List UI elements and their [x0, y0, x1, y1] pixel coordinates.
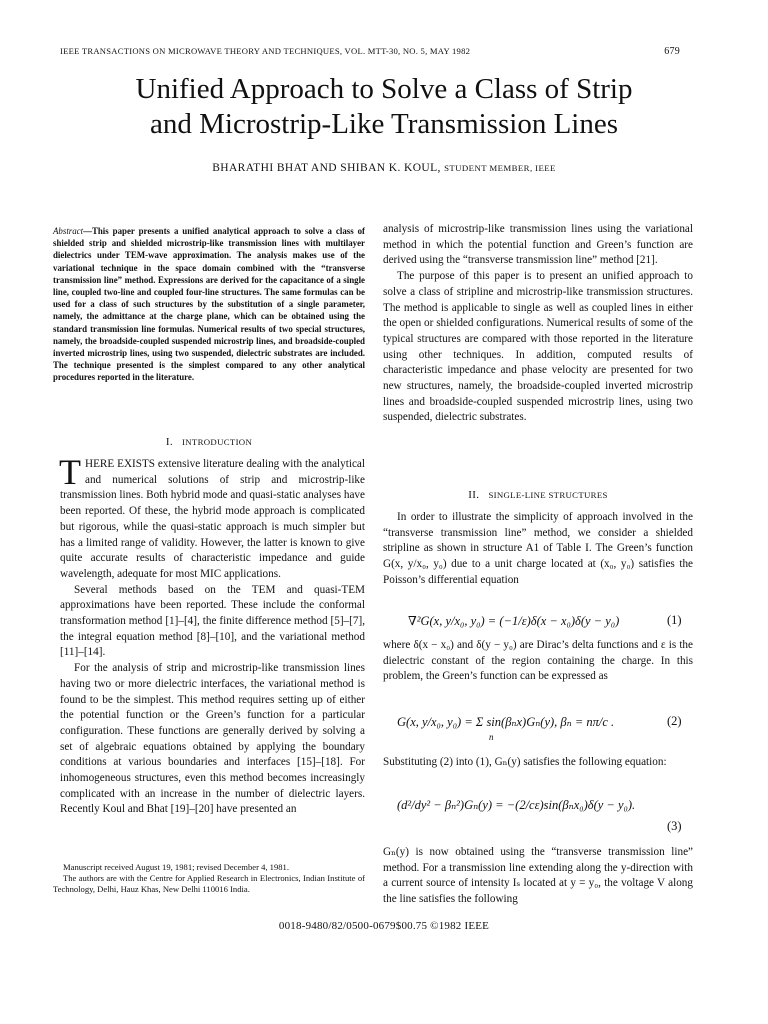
- equation-1-number: (1): [667, 613, 682, 627]
- copyright-line: 0018-9480/82/0500-0679$00.75 ©1982 IEEE: [278, 920, 490, 932]
- intro-paragraph-3: For the analysis of strip and microstrip-like transmission lines having two or more dielectric interfaces, the variational method is found to be the simplest. This method requires setting up of either the potential function or the Green’s function for a particular configuration. These functions are generally derived by solving a set of algebraic equations obtained by applying the boundary conditions at various boundaries and interfaces [15]–[18]. For inhomogeneous structures, even this method becomes increasingly complicated with an increase in the number of dielectric layers. Recently Koul and Bhat [19]–[20] have presented an: [60, 662, 365, 816]
- section-2-paragraph-4: Gₙ(y) is now obtained using the “transverse transmission line” method. For a transmission line extending along the y-direction with a current source of intensity Iₛ located at y = y₀, the voltage V along the line satisfies the following: [383, 846, 693, 906]
- title-line-1: Unified Approach to Solve a Class of Strip: [135, 73, 633, 105]
- title-line-2: and Microstrip-Like Transmission Lines: [149, 108, 618, 140]
- equation-3: (d²/dy² − βₙ²)Gₙ(y) = −(2/cε)sin(βₙx₀)δ(y − y₀).: [397, 798, 636, 812]
- section-1-body: [59, 452, 365, 818]
- section-2-paragraph-1: In order to illustrate the simplicity of approach involved in the “transverse transmission line” method, we consider a shielded stripline as shown in structure A1 of Table I. The Green’s function G(x, y/x₀, y₀) due to a unit charge located at (x₀, y₀) satisfies the Poisson’s differential equation: [383, 511, 693, 586]
- footnote: [53, 862, 365, 894]
- section-1-number: I.: [165, 436, 173, 448]
- section-2-paragraph-3: Substituting (2) into (1), Gₙ(y) satisfies the following equation:: [383, 756, 667, 768]
- abstract-text: —This paper presents a unified analytical approach to solve a class of shielded strip and shielded microstrip-like transmission lines with multilayer dielectrics under TEM-wave approximation. The analysis makes use of the variational technique in the space domain combined with the “transverse transmission line” method. Expressions are derived for the capacitance of a single line, coupled two-line and coupled four-line structures. The same formulas can be used for a class of such structures by the substitution of a single parameter, namely, the admittance at the charge plane, which can be obtained using the standard transmission line formulas. Numerical results of two special structures, namely, the broadside-coupled suspended microstrip lines, and broadside-coupled inverted microstrip lines, using two suspended, dielectric substrates are included. The technique presented is the simplest compared to any other analytical procedures reported in the literature.: [53, 226, 365, 383]
- right-column-intro: [383, 222, 693, 426]
- intro-paragraph-5: The purpose of this paper is to present an unified approach to solve a class of stripline and microstrip-like transmission structures. The method is applicable to single as well as coupled lines in either the open or shielded configurations. Numerical results of some of the typical structures are compared with those reported in the literature using other techniques. In addition, computed results of characteristic impedance and phase velocity are presented for two new structures, namely, the broadside-coupled inverted microstrip lines and broadside-coupled suspended microstrip lines, using two suspended, dielectric substrates.: [383, 270, 693, 424]
- section-2-number: II.: [468, 489, 480, 501]
- section-2-label: SINGLE-LINE STRUCTURES: [488, 490, 608, 500]
- equation-1: ∇²G(x, y/x₀, y₀) = (−1/ε)δ(x − x₀)δ(y − y₀): [408, 614, 620, 628]
- intro-paragraph-1: THERE EXISTS extensive literature dealing with the analytical and numerical solutions of strip and microstrip-like transmission lines. Both hybrid mode and quasi-static analyses have been reported. Of these, the hybrid mode approach is complicated but rigorous, while the quasi-static approach is much simpler but has a limited range of validity. However, the latter is known to give quite accurate results of characteristic impedance and guide wavelength, adequate for most MIC applications.: [59, 452, 365, 580]
- running-header: [60, 46, 680, 60]
- section-2-paragraph-2: where δ(x − x₀) and δ(y − y₀) are Dirac’s delta functions and ε is the dielectric constant of the region containing the charge. In this problem, the Green’s function can be expressed as: [383, 639, 693, 683]
- abstract-lead: Abstract: [53, 226, 84, 236]
- section-1-heading: [53, 436, 365, 448]
- equation-2-sum-index: n: [489, 732, 494, 742]
- author-role: STUDENT MEMBER, IEEE: [444, 163, 556, 173]
- intro-paragraph-4: analysis of microstrip-like transmission lines using the variational method in which the potential function and Green’s function are derived using the “transverse transmission line” method [21].: [383, 223, 693, 267]
- intro-paragraph-2: Several methods based on the TEM and quasi-TEM approximations have been reported. These include the conformal transformation method [1]–[4], the finite difference method [5]–[7], the integral equation method [8]–[10], and the variational method [11]–[14].: [60, 583, 365, 659]
- paper-title: [60, 72, 708, 142]
- section-2-heading: [383, 489, 693, 501]
- section-1-label: INTRODUCTION: [182, 437, 253, 447]
- journal-citation: IEEE TRANSACTIONS ON MICROWAVE THEORY AND TECHNIQUES, VOL. MTT-30, NO. 5, MAY 1982: [60, 46, 471, 56]
- footnote-received: Manuscript received August 19, 1981; revised December 4, 1981.: [63, 862, 290, 872]
- author-names: BHARATHI BHAT AND SHIBAN K. KOUL,: [212, 162, 441, 174]
- author-line: [60, 162, 708, 174]
- drop-cap: T: [59, 452, 81, 492]
- equation-2: G(x, y/x₀, y₀) = Σ sin(βₙx)Gₙ(y), βₙ = nπ/c .: [397, 715, 615, 729]
- abstract: [53, 225, 365, 384]
- footnote-affiliation: The authors are with the Centre for Applied Research in Electronics, Indian Institute of Technology, Delhi, Hauz Khas, New Delhi 110016 India.: [53, 872, 365, 894]
- equation-2-number: (2): [667, 714, 682, 728]
- equation-3-number: (3): [667, 819, 682, 833]
- page-number: 679: [664, 46, 680, 57]
